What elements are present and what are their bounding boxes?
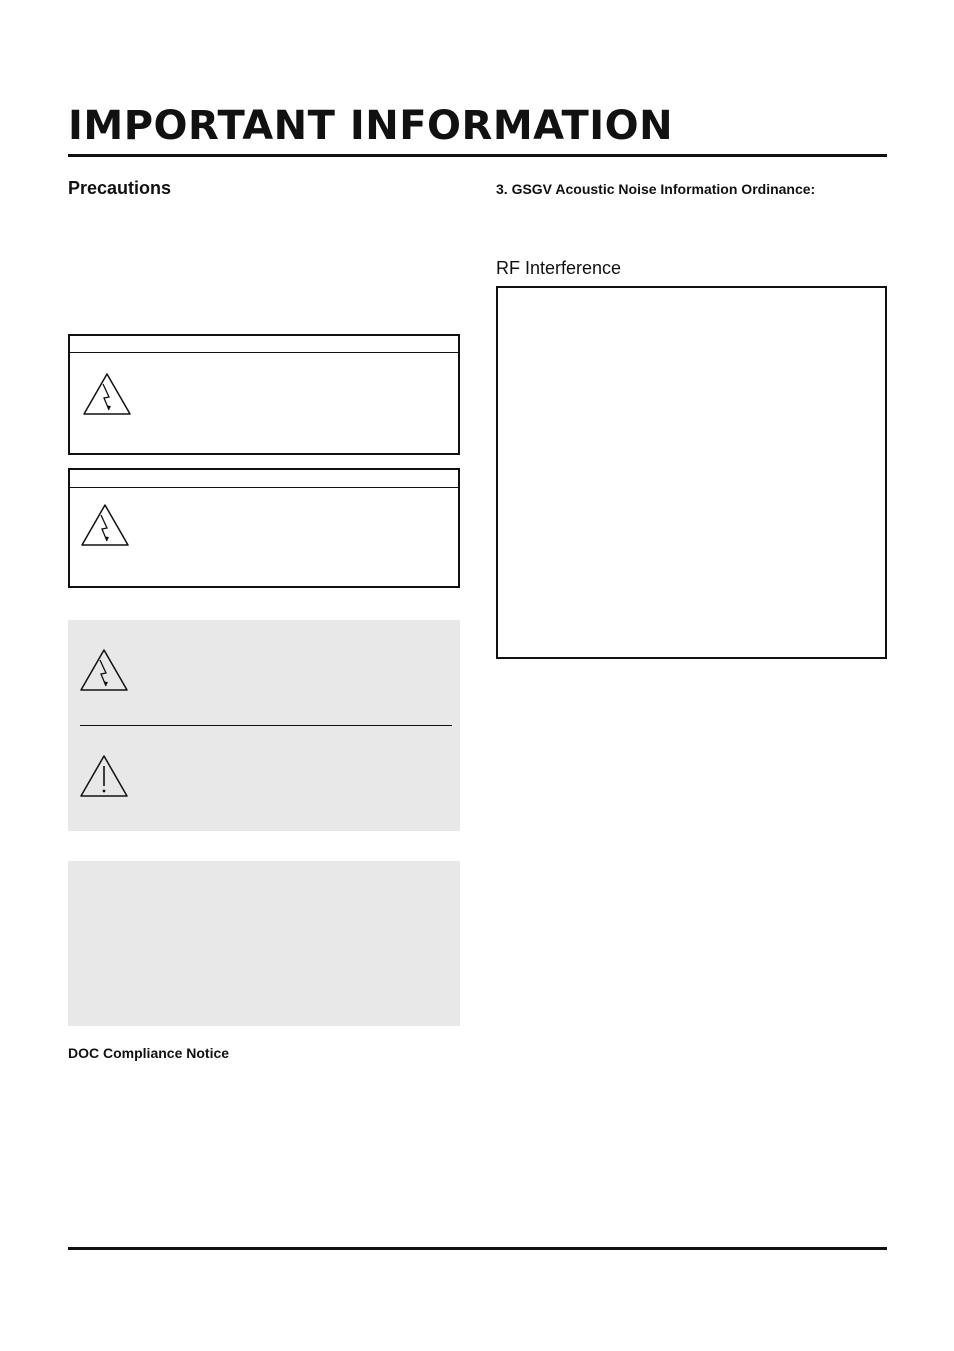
page-title: IMPORTANT INFORMATION: [68, 103, 674, 149]
exclamation-triangle-icon: [79, 754, 129, 798]
caution-box-header-line: [70, 487, 458, 488]
warning-box: [68, 334, 460, 455]
title-rule: [68, 154, 887, 157]
caution-box: [68, 468, 460, 588]
lightning-triangle-icon: [79, 648, 129, 692]
gsgv-heading: 3. GSGV Acoustic Noise Information Ordinance:: [496, 181, 816, 197]
lightning-triangle-icon: [82, 372, 132, 416]
shaded-safety-notice: [68, 620, 460, 831]
footer-rule: [68, 1247, 887, 1250]
warning-box-header-line: [70, 352, 458, 353]
precautions-heading: Precautions: [68, 178, 172, 198]
rf-interference-heading: RF Interference: [496, 258, 622, 278]
rf-interference-box: [496, 286, 887, 659]
doc-compliance-heading: DOC Compliance Notice: [68, 1045, 230, 1061]
notice-divider: [80, 725, 452, 726]
shaded-info-box: [68, 861, 460, 1026]
lightning-triangle-icon: [80, 503, 130, 547]
